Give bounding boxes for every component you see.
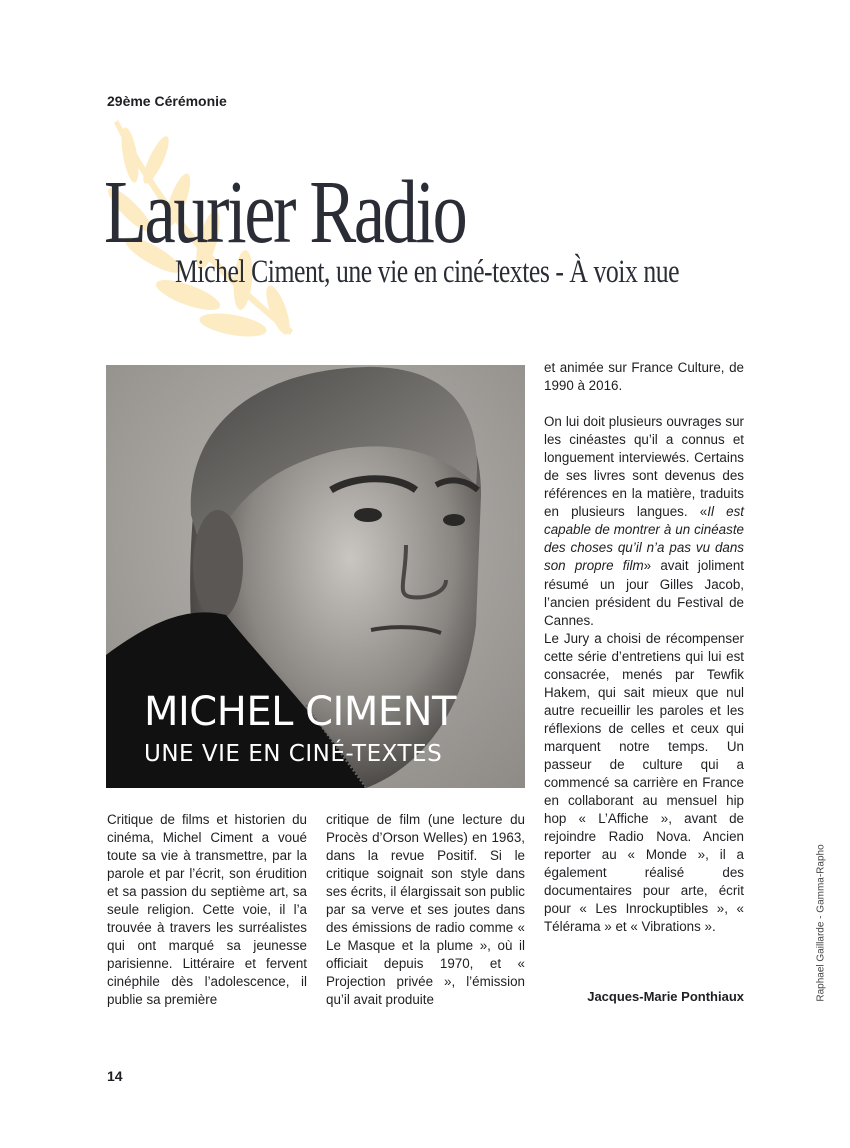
ceremony-kicker: 29ème Cérémonie [107, 93, 227, 109]
gilles-jacob-quote: Il est capable de montrer à un cinéaste des choses qu’il n’a pas vu dans son propre film [544, 504, 744, 574]
page-title: Laurier Radio [104, 163, 466, 262]
article-column-2 [326, 811, 525, 1010]
page-number: 14 [107, 1068, 123, 1084]
article-paragraph: Le Jury a choisi de récompenser cette série d’entretiens qui lui est consacrée, menés par Tewfik Hakem, qui sait mieux que nul autre recueillir les paroles et les réflexions de celles et ceux qui marquent notre temps. Un passeur de culture qui a commencé sa carrière en France en collaborant au mensuel hip hop « L’Affiche », avant de rejoindre Radio Nova. Ancien reporter au « Monde », il a également réalisé des documentaires pour arte, écrit pour « Les Inrockuptibles », « Télérama » et « Vibrations ». [544, 630, 744, 935]
article-paragraph: Critique de films et historien du cinéma, Michel Ciment a voué toute sa vie à transmettre, par la parole et par l’écrit, son érudition et sa passion du septième art, sa seule religion. Cette voie, il l’a trouvée à travers les surréalistes qui ont marqué sa jeunesse parisienne. Littéraire et fervent cinéphile dès l’adolescence, il publie sa première [107, 812, 307, 1008]
article-paragraph: critique de film (une lecture du Procès d’Orson Welles) en 1963, dans la revue Positif. Si le critique soignait son style dans ses écrits, il élargissait son public par sa verve et ses joutes dans des émissions de radio comme « Le Masque et la plume », où il officiait depuis 1970, et « Projection privée », l’émission qu’il avait produite [326, 812, 525, 1008]
photo-caption-title: MICHEL CIMENT [144, 689, 456, 735]
page-subtitle: Michel Ciment, une vie en ciné-textes - À voix nue [175, 254, 680, 290]
quote-follow: » avait joliment résumé un jour Gilles Jacob, l’ancien président du Festival de Cannes. [544, 558, 744, 628]
portrait-photo [106, 365, 525, 788]
article-paragraph: et animée sur France Culture, de 1990 à 2016. [544, 360, 744, 394]
article-paragraph-with-quote [544, 413, 744, 630]
article-column-1 [107, 811, 307, 1010]
quote-lead-in: On lui doit plusieurs ouvrages sur les cinéastes qu’il a connus et longuement interviewés. Certains de ses livres sont devenus des références en la matière, traduits en plusieurs langues. « [544, 414, 744, 520]
article-column-3 [544, 359, 744, 936]
photo-credit: Raphael Gaillarde - Gamma-Rapho [815, 844, 827, 1002]
paragraph-spacer [544, 395, 744, 413]
photo-caption-subtitle: UNE VIE EN CINÉ-TEXTES [144, 741, 443, 767]
author-signature: Jacques-Marie Ponthiaux [587, 989, 744, 1004]
